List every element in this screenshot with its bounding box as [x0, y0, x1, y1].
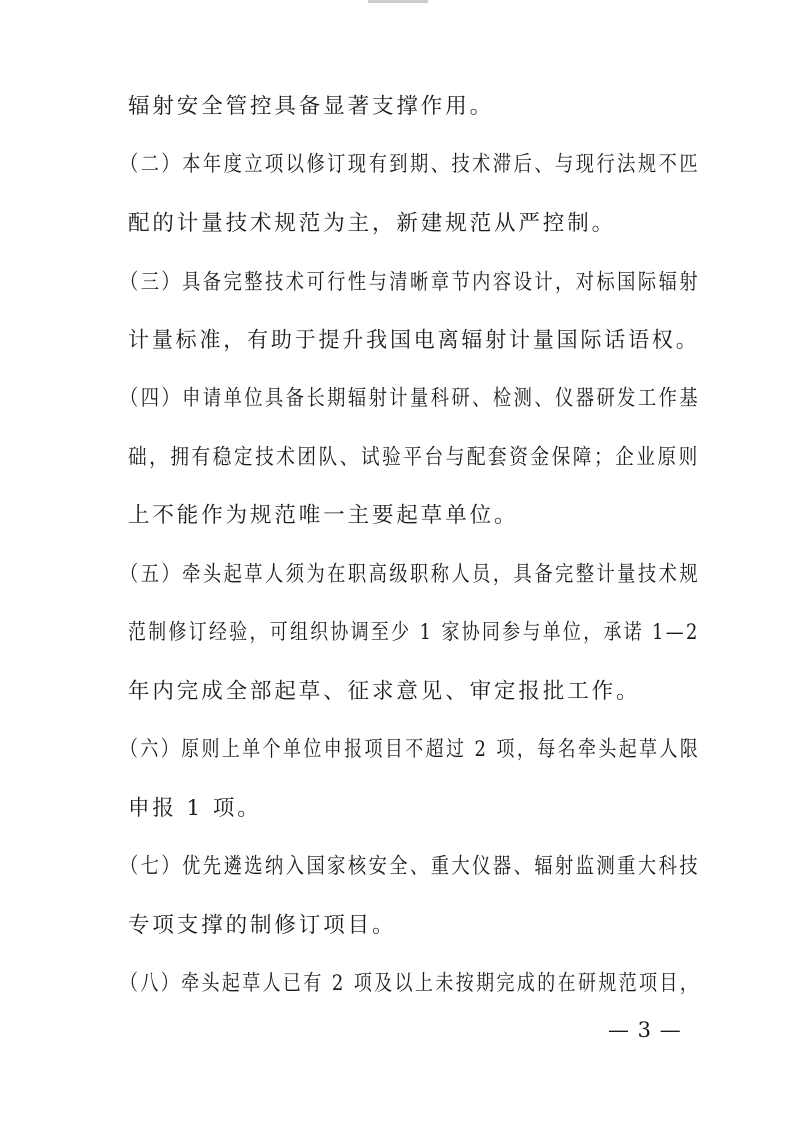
clause-4-line-1: （四）申请单位具备长期辐射计量科研、检测、仪器研发工作基: [120, 386, 701, 411]
clause-8-line-1: （八）牵头起草人已有 2 项及以上未按期完成的在研规范项目，: [120, 971, 701, 996]
clause-5-line-2: 范制修订经验，可组织协调至少 1 家协同参与单位，承诺 1—2: [128, 620, 700, 645]
page-number: — 3 —: [608, 1018, 682, 1042]
clause-3-line-2: 计量标准，有助于提升我国电离辐射计量国际话语权。: [128, 328, 700, 353]
paragraph-continuation-line: 辐射安全管控具备显著支撑作用。: [128, 94, 495, 119]
clause-4-line-3: 上不能作为规范唯一主要起草单位。: [128, 503, 519, 528]
clause-7-line-1: （七）优先遴选纳入国家核安全、重大仪器、辐射监测重大科技: [120, 854, 701, 879]
clause-2-line-2: 配的计量技术规范为主，新建规范从严控制。: [128, 211, 617, 236]
clause-6-line-2: 申报 1 项。: [128, 796, 262, 821]
clause-7-line-2: 专项支撑的制修订项目。: [128, 913, 397, 938]
clause-6-line-1: （六）原则上单个单位申报项目不超过 2 项，每名牵头起草人限: [120, 737, 701, 762]
clause-3-line-1: （三）具备完整技术可行性与清晰章节内容设计，对标国际辐射: [120, 270, 701, 295]
scan-edge-mark: [368, 0, 428, 3]
clause-2-line-1: （二）本年度立项以修订现有到期、技术滞后、与现行法规不匹: [120, 152, 701, 177]
clause-5-line-3: 年内完成全部起草、征求意见、审定报批工作。: [128, 679, 641, 704]
clause-4-line-2: 础，拥有稳定技术团队、试验平台与配套资金保障；企业原则: [128, 445, 700, 470]
clause-5-line-1: （五）牵头起草人须为在职高级职称人员，具备完整计量技术规: [120, 562, 701, 587]
